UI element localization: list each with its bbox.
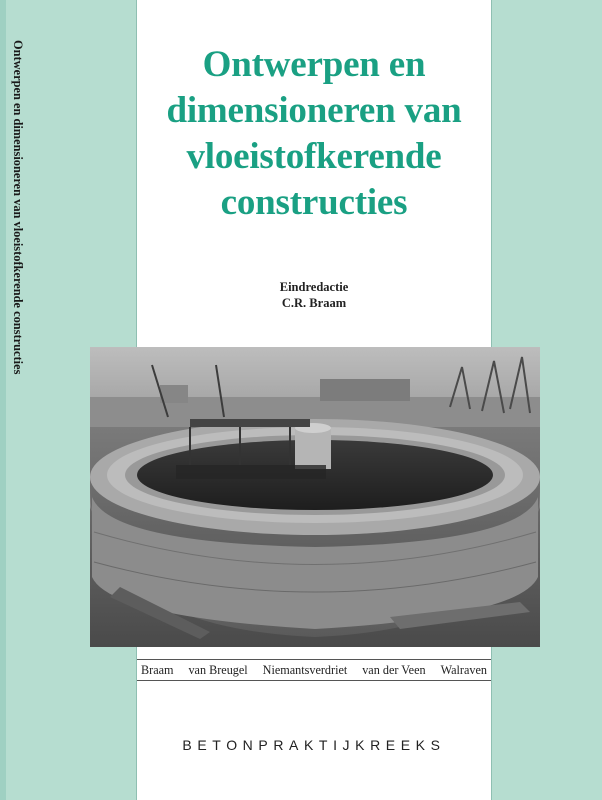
series-name: BETONPRAKTIJKREEKS <box>182 737 446 753</box>
title-line-1: Ontwerpen en <box>202 44 426 85</box>
editor-name: C.R. Braam <box>281 296 347 310</box>
water-tank-photo <box>90 347 540 647</box>
title-line-2: dimensioneren van <box>166 90 462 131</box>
editor-label: Eindredactie <box>279 280 349 294</box>
title-line-3: vloeistofkerende <box>186 136 442 177</box>
author-2: van Breugel <box>188 662 248 677</box>
editor-block <box>137 279 491 311</box>
author-1: Braam <box>141 662 174 677</box>
author-4: van der Veen <box>362 662 426 677</box>
spine-title <box>7 40 29 440</box>
author-3: Niemantsverdriet <box>262 662 348 677</box>
cover-photo <box>90 347 540 647</box>
spine-edge <box>0 0 6 800</box>
authors-bar <box>137 659 491 681</box>
author-5: Walraven <box>440 662 487 677</box>
title-line-4: constructies <box>220 182 408 223</box>
spine-title-text: Ontwerpen en dimensioneren van vloeistofkerende constructies <box>11 40 25 375</box>
book-title <box>137 42 491 226</box>
